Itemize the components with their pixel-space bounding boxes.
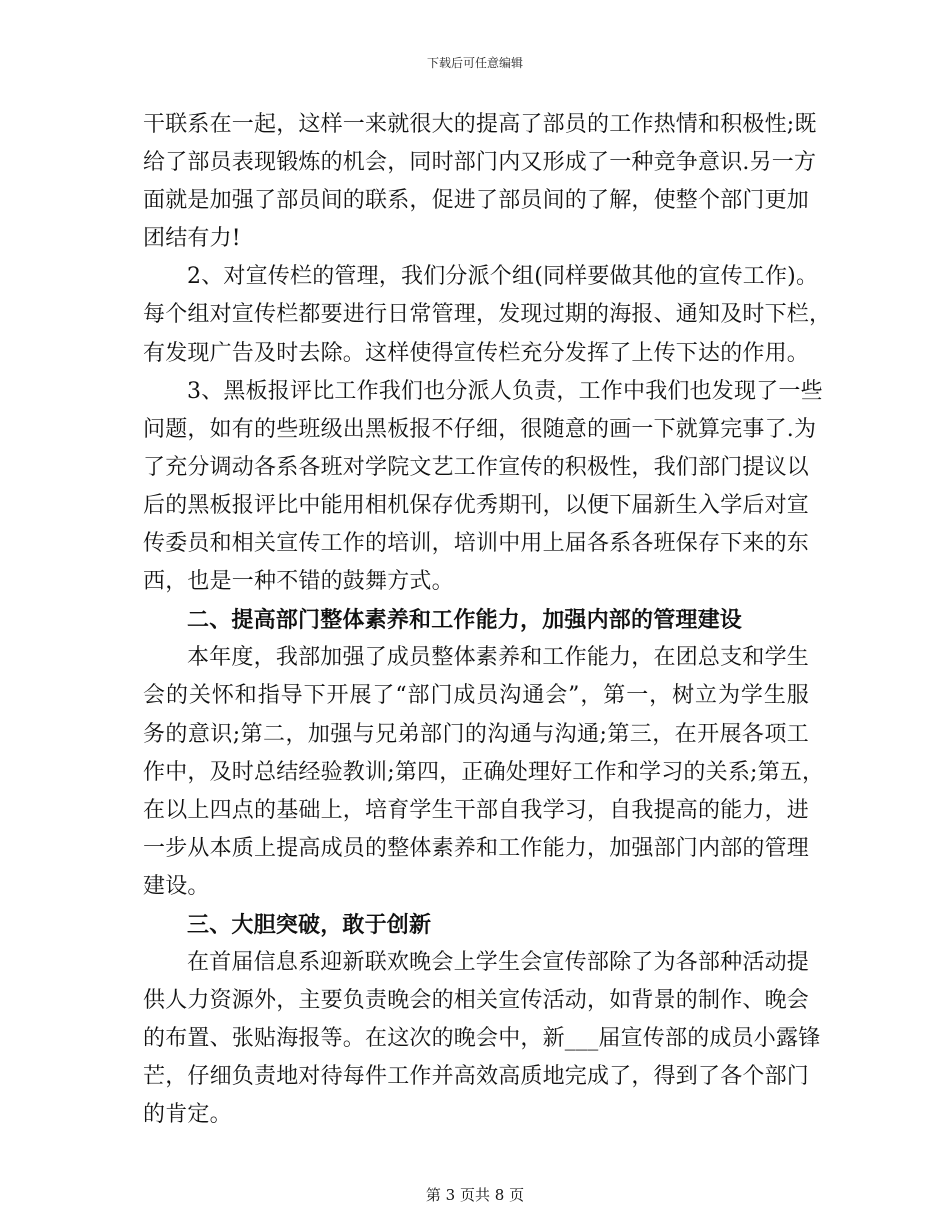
body-line: 3、黑板报评比工作我们也分派人负责，工作中我们也发现了一些 <box>187 378 823 404</box>
body-line: 芒，仔细负责地对待每件工作并高效高质地完成了，得到了各个部门 <box>143 1064 810 1090</box>
body-line: 的肯定。 <box>143 1102 232 1128</box>
body-line: 建设。 <box>143 873 210 899</box>
body-line: 每个组对宣传栏都要进行日常管理，发现过期的海报、通知及时下栏， <box>143 302 832 328</box>
document-body <box>143 106 832 1135</box>
body-line: 问题，如有的些班级出黑板报不仔细，很随意的画一下就算完事了.为 <box>143 416 817 442</box>
body-line: 会的关怀和指导下开展了“部门成员沟通会”，第一，树立为学生服 <box>143 683 809 709</box>
body-line: 的布置、张贴海报等。在这次的晚会中，新___届宣传部的成员小露锋 <box>143 1026 821 1052</box>
body-line: 面就是加强了部员间的联系，促进了部员间的了解，使整个部门更加 <box>143 188 810 214</box>
body-line: 了充分调动各系各班对学院文艺工作宣传的积极性，我们部门提议以 <box>143 454 810 480</box>
body-line: 在以上四点的基础上，培育学生干部自我学习，自我提高的能力，进 <box>143 797 810 823</box>
body-line: 西，也是一种不错的鼓舞方式。 <box>143 569 454 595</box>
body-line: 2、对宣传栏的管理，我们分派个组(同样要做其他的宣传工作)。 <box>187 264 819 290</box>
body-line: 作中，及时总结经验教训;第四，正确处理好工作和学习的关系;第五， <box>143 759 825 785</box>
page-header: 下载后可任意编辑 <box>426 56 523 70</box>
body-line: 团结有力! <box>143 226 241 252</box>
body-line: 传委员和相关宣传工作的培训，培训中用上届各系各班保存下来的东 <box>143 531 810 557</box>
body-line: 后的黑板报评比中能用相机保存优秀期刊，以便下届新生入学后对宣 <box>143 492 810 518</box>
page-footer: 第 3 页共 8 页 <box>425 1186 525 1204</box>
body-line: 务的意识;第二，加强与兄弟部门的沟通与沟通;第三，在开展各项工 <box>143 721 809 747</box>
body-line: 有发现广告及时去除。这样使得宣传栏充分发挥了上传下达的作用。 <box>143 340 810 366</box>
body-line: 供人力资源外，主要负责晚会的相关宣传活动，如背景的制作、晚会 <box>143 988 810 1014</box>
body-line: 本年度，我部加强了成员整体素养和工作能力，在团总支和学生 <box>187 645 809 671</box>
body-line: 给了部员表现锻炼的机会，同时部门内又形成了一种竞争意识.另一方 <box>143 150 817 176</box>
body-line: 一步从本质上提高成员的整体素养和工作能力，加强部门内部的管理 <box>143 835 810 861</box>
section-heading: 三、大胆突破，敢于创新 <box>187 911 432 938</box>
body-line: 干联系在一起，这样一来就很大的提高了部员的工作热情和积极性;既 <box>143 112 817 137</box>
section-heading: 二、提高部门整体素养和工作能力，加强内部的管理建设 <box>187 607 743 634</box>
body-line: 在首届信息系迎新联欢晚会上学生会宣传部除了为各部种活动提 <box>187 950 809 976</box>
